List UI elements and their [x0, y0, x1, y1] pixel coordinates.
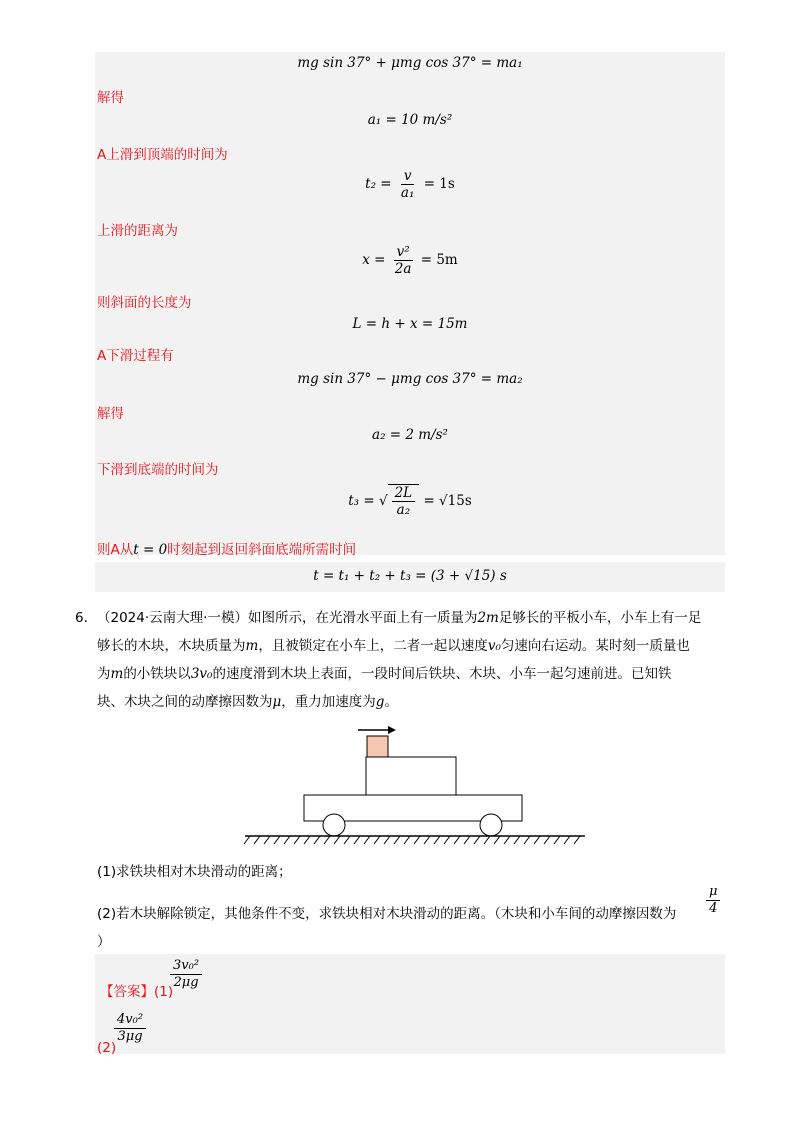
- answer-part-2-fraction: $\frac{\text{4v₀²}}{3\mu g}$: [112, 1012, 148, 1045]
- answer-part-1-fraction: $\frac{\text{3v₀²}}{2\mu g}$: [168, 958, 204, 991]
- ground: [244, 836, 585, 844]
- question-number: 6.: [75, 610, 88, 626]
- equation-5: L = h + x = 15m: [352, 316, 468, 332]
- equation-4: x = $\frac{\text{v²}}{2a}$ = 5m: [362, 244, 458, 277]
- equation-9: t = t₁ + t₂ + t₃ = (3 + √15) s: [313, 568, 507, 584]
- left-wheel: [323, 814, 345, 836]
- sub-question-1: (1)求铁块相对木块滑动的距离；: [97, 864, 292, 880]
- equation-2: a₁ = 10 m/s²: [367, 112, 453, 128]
- label-slope-length: 则斜面的长度为: [97, 295, 192, 311]
- equation-7: a₂ = 2 m/s²: [372, 427, 448, 443]
- cart-diagram: [240, 722, 590, 852]
- wooden-block: [366, 757, 456, 795]
- velocity-arrow: [358, 726, 396, 734]
- right-wheel: [480, 814, 502, 836]
- answer-part-2-label: (2): [97, 1040, 117, 1056]
- answer-part-1: 【答案】(1): [100, 984, 174, 1000]
- label-down-process: A下滑过程有: [97, 348, 174, 364]
- equation-3: t₂ = $\frac{v}{\text{a₁}}$ = 1s: [365, 168, 455, 201]
- sub-question-2: (2)若木块解除锁定，其他条件不变，求铁块相对木块滑动的距离。（木块和小车间的动摩擦因数为: [97, 906, 677, 922]
- sub-question-2-fraction: $\frac{\mu}{4}$: [704, 884, 722, 917]
- equation-8: t₃ = √ $\frac{2L}{\text{a₂}}$ = √15s: [348, 485, 472, 518]
- label-up-time: A上滑到顶端的时间为: [97, 147, 228, 163]
- label-jiede-1: 解得: [97, 90, 124, 106]
- equation-6: mg sin 37° − μmg cos 37° = ma₂: [297, 371, 523, 387]
- sub-question-2-close: ）: [97, 934, 111, 950]
- question-text: （2024·云南大理·一模）如图所示，在光滑水平面上有一质量为2m足够长的平板小车，小车上有一足 够长的木块，木块质量为m，且被锁定在小车上，二者一起以速度v₀匀速向右运动。某时刻一质量也 为m的小铁块以3v₀的速度滑到木块上表面，一段时间后铁块、木块、小车一起匀速前进。已知铁 块、木块之间的动摩擦因数为μ，重力加速度为g。: [97, 610, 702, 710]
- label-up-distance: 上滑的距离为: [97, 223, 178, 239]
- label-jiede-2: 解得: [97, 406, 124, 422]
- equation-1: mg sin 37° + μmg cos 37° = ma₁: [297, 55, 523, 71]
- iron-block: [367, 736, 388, 757]
- label-total-time: 则A从t = 0时刻起到返回斜面底端所需时间: [97, 542, 357, 558]
- label-down-time: 下滑到底端的时间为: [97, 462, 219, 478]
